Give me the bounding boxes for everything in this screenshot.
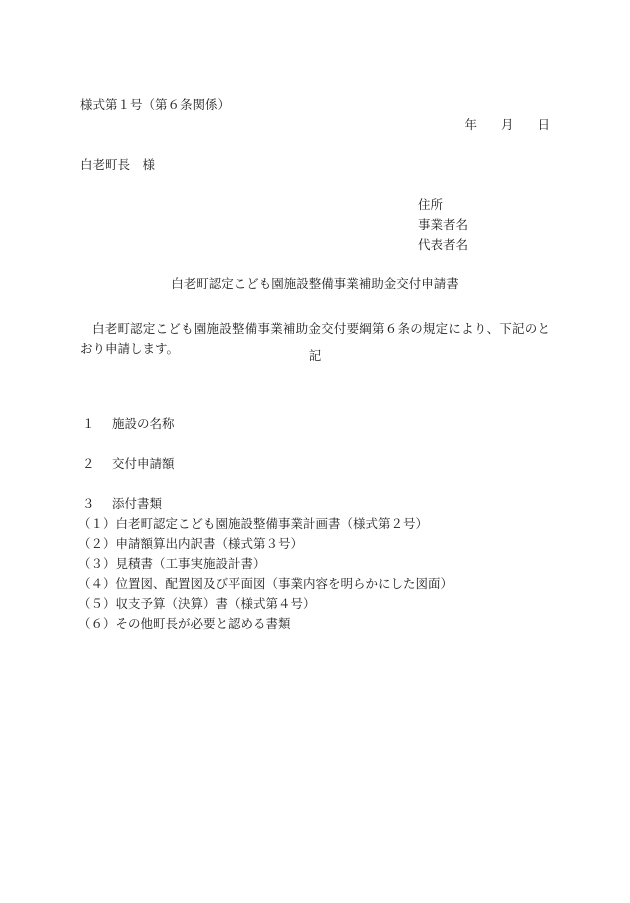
attachment-list <box>78 518 453 638</box>
item-number: ２ <box>82 456 95 471</box>
date-month-label: 月 <box>500 117 514 132</box>
list-item: （１）白老町認定こども園施設整備事業計画書（様式第２号） <box>78 516 429 531</box>
body-text: 白老町認定こども園施設整備事業補助金交付要綱第６条の規定により、下記のとおり申請します。 <box>80 321 550 356</box>
item-label: 施設の名称 <box>112 416 175 431</box>
document-title: 白老町認定こども園施設整備事業補助金交付申請書 <box>171 276 459 291</box>
date-line <box>464 119 550 132</box>
applicant-block <box>418 199 468 259</box>
address-label: 住所 <box>418 197 444 212</box>
list-item: （３）見積書（工事実施設計書） <box>78 556 266 571</box>
item-number: ３ <box>82 496 95 511</box>
form-number: 様式第１号（第６条関係） <box>80 97 231 112</box>
date-day-label: 日 <box>537 117 550 132</box>
ki-heading: 記 <box>308 348 322 363</box>
item-facility-name <box>80 418 175 431</box>
item-requested-amount <box>80 458 175 471</box>
list-item: （２）申請額算出内訳書（様式第３号） <box>78 536 304 551</box>
list-item: （４）位置図、配置図及び平面図（事業内容を明らかにした図面） <box>78 576 454 591</box>
date-year-label: 年 <box>464 117 477 132</box>
item-number: １ <box>82 416 95 431</box>
item-label: 交付申請額 <box>112 456 175 471</box>
item-label: 添付書類 <box>112 496 163 511</box>
list-item: （６）その他町長が必要と認める書類 <box>78 616 291 631</box>
addressee: 白老町長 様 <box>80 157 156 172</box>
item-attachments <box>80 498 162 511</box>
representative-label: 代表者名 <box>418 237 469 252</box>
business-name-label: 事業者名 <box>418 217 469 232</box>
list-item: （５）収支予算（決算）書（様式第４号） <box>78 596 316 611</box>
